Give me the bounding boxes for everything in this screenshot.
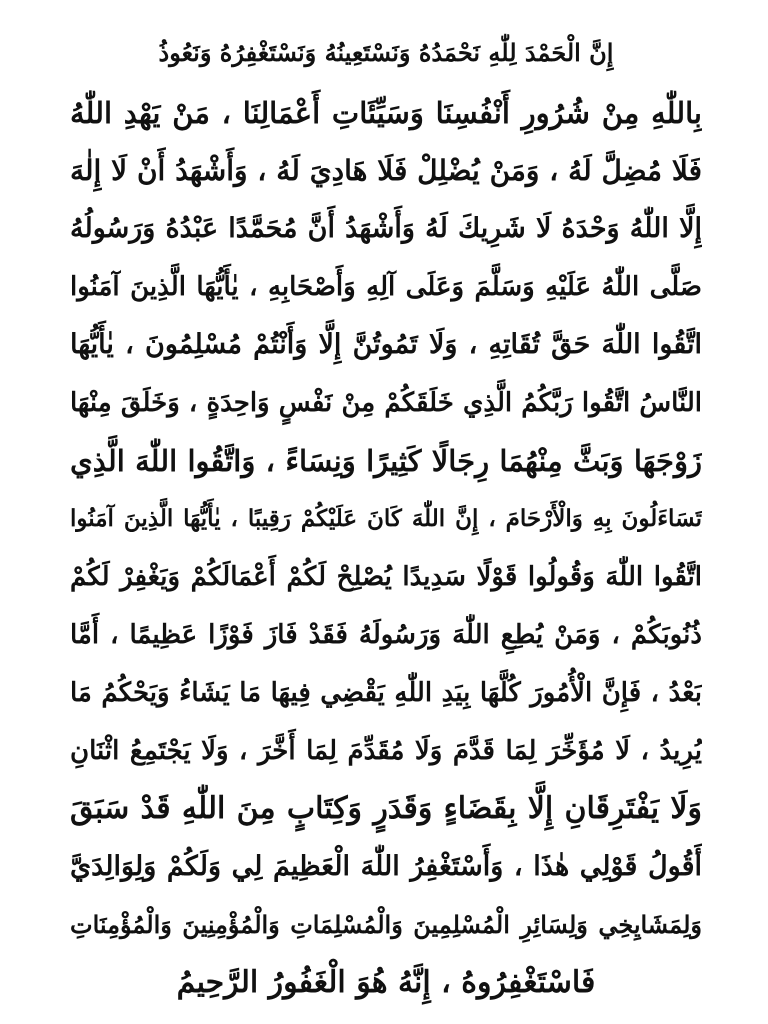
text-line-10: اتَّقُوا اللّٰهَ وَقُولُوا قَوْلًا سَدِيدًا يُصْلِحْ لَكُمْ أَعْمَالَكُمْ وَيَغْفِرْ لَكُمْ	[70, 562, 702, 592]
text-line-3: فَلَا مُضِلَّ لَهُ ، وَمَنْ يُضْلِلْ فَلَا هَادِيَ لَهُ ، وَأَشْهَدُ أَنْ لَا إِلٰهَ	[70, 154, 702, 187]
text-line-16: وَلِمَشَايِخِي وَلِسَائِرِ الْمُسْلِمِينَ وَالْمُسْلِمَاتِ وَالْمُؤْمِنِينَ وَالْمُؤْمِنَاتِ	[70, 910, 702, 939]
text-line-4: إِلَّا اللّٰهُ وَحْدَهُ لَا شَرِيكَ لَهُ وَأَشْهَدُ أَنَّ مُحَمَّدًا عَبْدُهُ وَرَسُولُهُ	[70, 213, 702, 244]
text-line-7: النَّاسُ اتَّقُوا رَبَّكُمُ الَّذِي خَلَقَكُمْ مِنْ نَفْسٍ وَاحِدَةٍ ، وَخَلَقَ مِنْهَا	[70, 388, 702, 418]
text-line-2: بِاللّٰهِ مِنْ شُرُورِ أَنْفُسِنَا وَسَيِّئَاتِ أَعْمَالِنَا ، مَنْ يَهْدِ اللّٰهُ	[70, 96, 702, 130]
text-line-13: يُرِيدُ ، لَا مُؤَخِّرَ لِمَا قَدَّمَ وَلَا مُقَدِّمَ لِمَا أَخَّرَ ، وَلَا يَجْتَمِعُ اثْنَانِ	[70, 736, 702, 766]
text-line-15: أَقُولُ قَوْلِي هٰذَا ، وَأَسْتَغْفِرُ اللّٰهَ الْعَظِيمَ لِي وَلَكُمْ وَلِوَالِدَيَّ	[70, 851, 702, 882]
arabic-sermon-text	[70, 22, 702, 1012]
text-line-6: اتَّقُوا اللّٰهَ حَقَّ تُقَاتِهِ ، وَلَا تَمُوتُنَّ إِلَّا وَأَنْتُمْ مُسْلِمُونَ ، يٰأَيُّهَا	[70, 329, 702, 360]
text-line-1: إِنَّ الْحَمْدَ لِلّٰهِ نَحْمَدُهُ وَنَسْتَعِينُهُ وَنَسْتَغْفِرُهُ وَنَعُوذُ	[158, 38, 614, 67]
text-line-8: زَوْجَهَا وَبَثَّ مِنْهُمَا رِجَالًا كَثِيرًا وَنِسَاءً ، وَاتَّقُوا اللّٰهَ الَّذِي	[70, 444, 702, 478]
text-line-17: فَاسْتَغْفِرُوهُ ، إِنَّهُ هُوَ الْغَفُورُ الرَّحِيمُ	[176, 965, 596, 1000]
text-line-9: تَسَاءَلُونَ بِهِ وَالْأَرْحَامَ ، إِنَّ اللّٰهَ كَانَ عَلَيْكُمْ رَقِيبًا ، يٰأَيُّهَا الَّذِينَ آمَنُوا	[70, 505, 702, 532]
text-line-5: صَلَّى اللّٰهُ عَلَيْهِ وَسَلَّمَ وَعَلَى آلِهِ وَأَصْحَابِهِ ، يٰأَيُّهَا الَّذِينَ آمَنُوا	[70, 272, 702, 302]
text-line-12: بَعْدُ ، فَإِنَّ الْأُمُورَ كُلَّهَا بِيَدِ اللّٰهِ يَقْضِي فِيهَا مَا يَشَاءُ وَيَحْكُمُ مَا	[70, 678, 702, 708]
text-line-11: ذُنُوبَكُمْ ، وَمَنْ يُطِعِ اللّٰهَ وَرَسُولَهُ فَقَدْ فَازَ فَوْزًا عَظِيمًا ، أَمَّا	[70, 620, 702, 650]
text-line-14: وَلَا يَفْتَرِقَانِ إِلَّا بِقَضَاءٍ وَقَدَرٍ وَكِتَابٍ مِنَ اللّٰهِ قَدْ سَبَقَ	[70, 791, 702, 826]
